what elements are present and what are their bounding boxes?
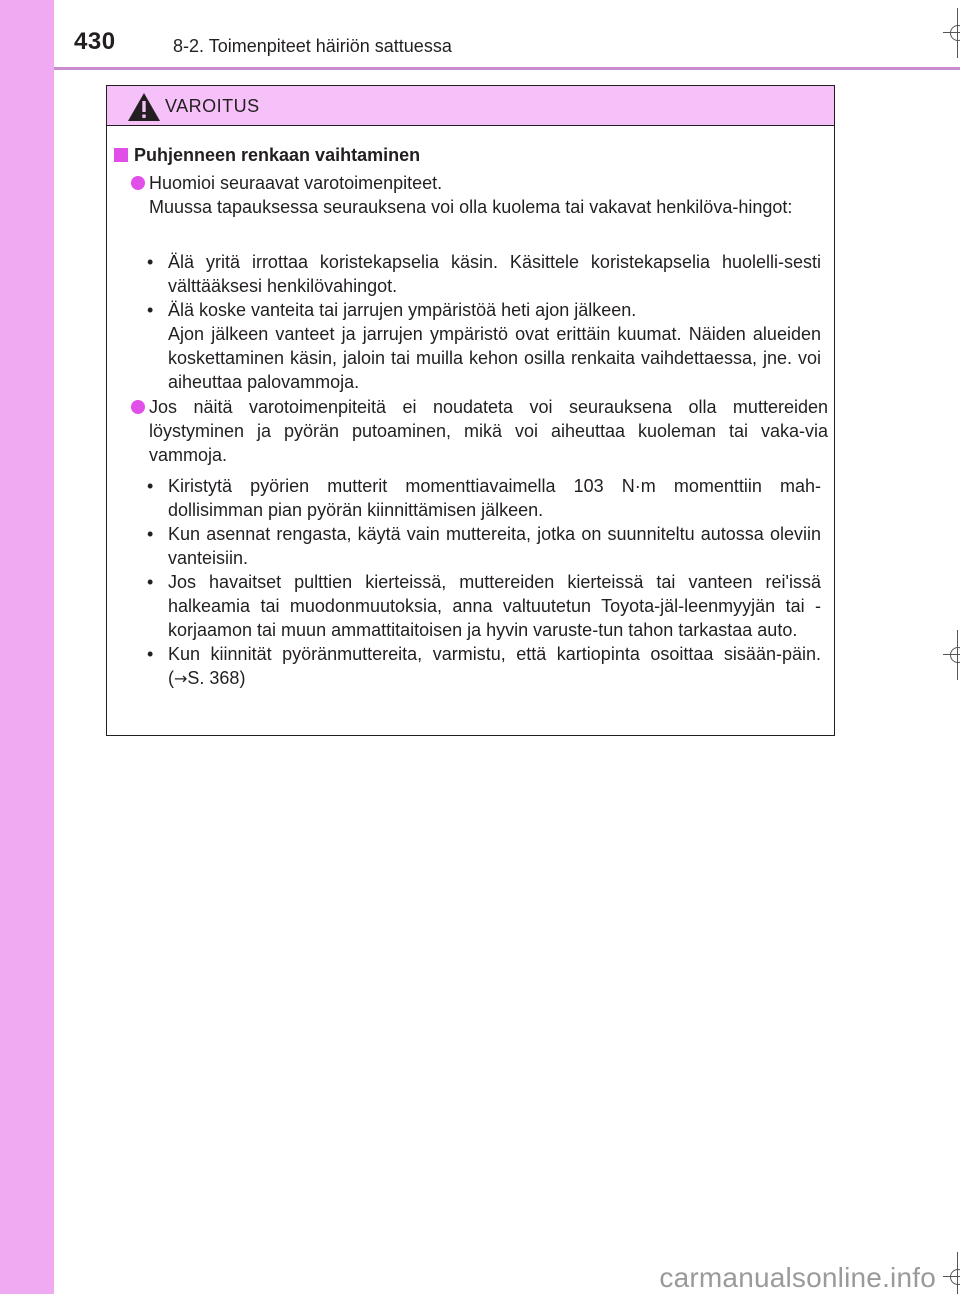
watermark: carmanualsonline.info xyxy=(659,1262,936,1293)
bullet-1-text: Muussa tapauksessa seurauksena voi olla kuolema tai vakavat henkilöva-hingot: xyxy=(149,197,793,217)
page-number: 430 xyxy=(74,28,116,55)
bullet-1-intro: Huomioi seuraavat varotoimenpiteet. xyxy=(149,173,443,193)
bullet-1-list xyxy=(147,250,821,394)
list-item-text: Kun kiinnität pyöränmuttereita, varmistu, että kartiopinta osoittaa sisään-päin. ( xyxy=(168,644,821,688)
list-item: • Kun asennat rengasta, käytä vain muttereita, jotka on suunniteltu autossa oleviin vanteisiin. xyxy=(147,522,821,570)
warning-topic xyxy=(114,143,420,167)
square-bullet-icon xyxy=(114,148,128,162)
list-item: • Älä koske vanteita tai jarrujen ympäristöä heti ajon jälkeen. xyxy=(147,298,821,322)
circle-bullet-icon xyxy=(131,176,145,190)
warning-label: VAROITUS xyxy=(165,96,260,116)
list-item: • Kiristytä pyörien mutterit momenttiavaimella 103 N·m momenttiin mah-dollisimman pian pyörän kiinnittämisen jälkeen. xyxy=(147,474,821,522)
bullet-2-list xyxy=(147,474,821,691)
bullet-1 xyxy=(131,171,828,219)
topic-title: Puhjenneen renkaan vaihtaminen xyxy=(134,145,421,165)
section-title: 8-2. Toimenpiteet häiriön sattuessa xyxy=(173,36,452,56)
warning-triangle-icon xyxy=(127,92,161,122)
header-divider xyxy=(54,67,960,70)
arrow-icon: → xyxy=(174,669,188,688)
side-color-strip xyxy=(0,0,54,1294)
bullet-2-text: Jos näitä varotoimenpiteitä ei noudateta voi seurauksena olla muttereiden löystyminen ja pyörän putoaminen, mikä voi aiheuttaa kuoleman tai vaka-via vammoja. xyxy=(149,397,828,465)
bullet-2 xyxy=(131,395,828,467)
list-item-continuation: Ajon jälkeen vanteet ja jarrujen ympäristö ovat erittäin kuumat. Näiden alueiden koskettaminen käsin, jaloin tai muilla kehon osilla renkaita vaihdettaessa, jne. voi aiheuttaa palovammoja. xyxy=(168,324,821,392)
list-item xyxy=(147,642,821,691)
warning-header xyxy=(107,86,834,126)
circle-bullet-icon xyxy=(131,400,145,414)
page-reference[interactable]: S. 368) xyxy=(187,668,246,688)
list-item: • Jos havaitset pulttien kierteissä, muttereiden kierteissä tai vanteen rei'issä halkeamia tai muodonmuutoksia, anna valtuutetun Toyota-jäl-leenmyyjän tai -korjaamon tai muun ammattitaitoisen ja hyvin varuste-tun tahon tarkastaa auto. xyxy=(147,570,821,642)
warning-box xyxy=(106,85,835,736)
list-item: • Älä yritä irrottaa koristekapselia käsin. Käsittele koristekapselia huolelli-sesti välttääksesi henkilövahingot. xyxy=(147,250,821,298)
